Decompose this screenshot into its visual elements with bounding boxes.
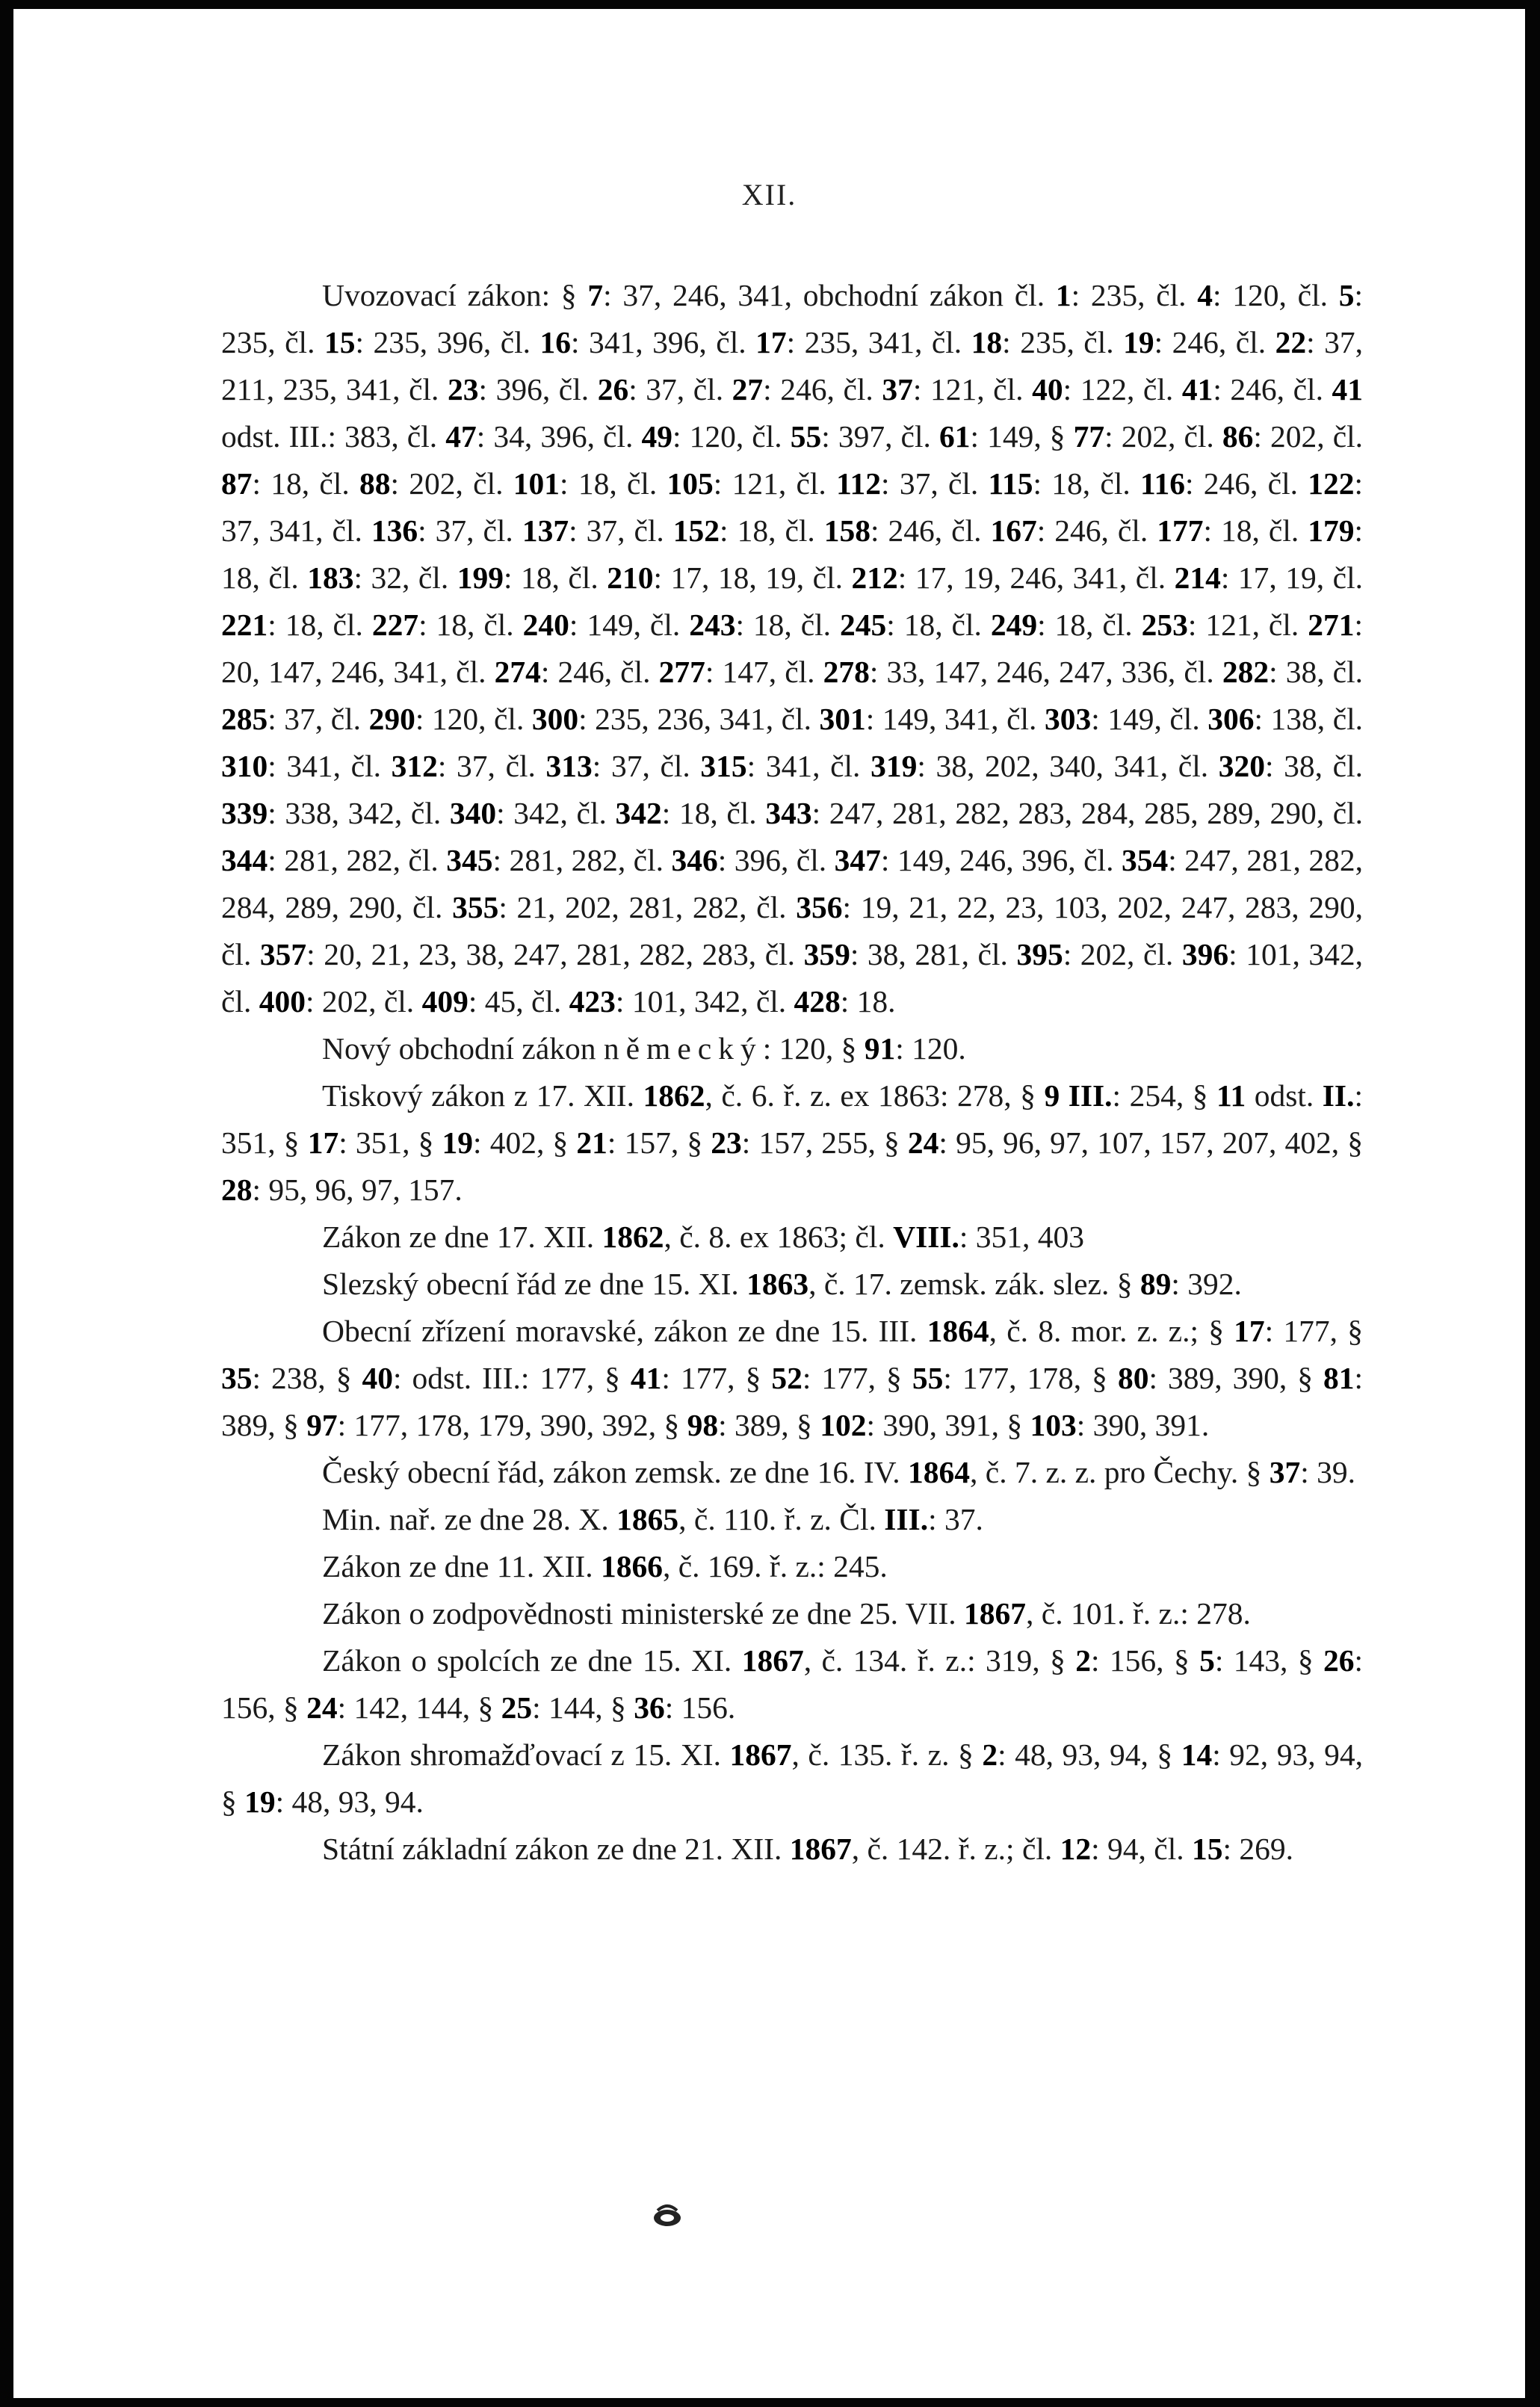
entry-text: : 18, čl. xyxy=(735,608,840,642)
reference-number: 49 xyxy=(641,419,672,454)
entry-text: : 101, 342, čl. xyxy=(221,937,1364,1019)
reference-number: 345 xyxy=(446,843,493,877)
entry-text: : 246, čl. xyxy=(1154,325,1275,359)
reference-number: 19 xyxy=(442,1125,474,1160)
reference-number: 1866 xyxy=(600,1549,663,1583)
reference-number: 41 xyxy=(630,1361,662,1395)
reference-number: 310 xyxy=(221,749,268,783)
entry-text: : 246, čl. xyxy=(1185,466,1308,501)
entry-text: Min. nař. ze dne 28. X. xyxy=(322,1502,617,1536)
entry-text: : 235, čl. xyxy=(1071,278,1198,312)
reference-number: 210 xyxy=(607,560,654,595)
entry-text: : 202, čl. xyxy=(1253,419,1364,454)
entry-text: : 138, čl. xyxy=(1254,702,1364,736)
reference-number: 137 xyxy=(522,513,569,548)
reference-number: 306 xyxy=(1207,702,1255,736)
entry-text: , č. 8. ex 1863; čl. xyxy=(664,1220,894,1254)
index-entry xyxy=(221,1261,1363,1308)
entry-text: , č. 142. ř. z.; čl. xyxy=(851,1832,1060,1866)
reference-number: 14 xyxy=(1181,1737,1213,1772)
entry-text: : 149, 341, čl. xyxy=(865,702,1045,736)
entry-text: : 37. xyxy=(928,1502,983,1536)
reference-number: 249 xyxy=(990,608,1038,642)
reference-number: II. xyxy=(1322,1078,1355,1113)
entry-text: : 38, 202, 340, 341, čl. xyxy=(917,749,1219,783)
entry-text: : 202, čl. xyxy=(390,466,513,501)
entry-text: : 389, 390, § xyxy=(1148,1361,1324,1395)
reference-number: 199 xyxy=(457,560,504,595)
entry-text: : 235, čl. xyxy=(1002,325,1124,359)
entry-text: : 177, 178, 179, 390, 392, § xyxy=(337,1408,687,1442)
reference-number: 282 xyxy=(1222,655,1270,689)
entry-text: : 341, čl. xyxy=(268,749,392,783)
index-entry xyxy=(221,1214,1363,1261)
entry-text: : 18, čl. xyxy=(418,608,523,642)
entry-text: : 120, čl. xyxy=(672,419,791,454)
entry-text: : 396, čl. xyxy=(478,372,598,407)
entry-text: : 235, 396, čl. xyxy=(355,325,540,359)
reference-number: 245 xyxy=(840,608,887,642)
entry-text: : 37, čl. xyxy=(418,513,522,548)
reference-number: 1867 xyxy=(729,1737,792,1772)
reference-number: 17 xyxy=(1234,1314,1265,1348)
entry-text: : 32, čl. xyxy=(353,560,457,595)
entry-text: : 37, čl. xyxy=(881,466,989,501)
reference-number: 423 xyxy=(569,984,616,1019)
entry-text: : 45, čl. xyxy=(468,984,569,1019)
reference-number: 17 xyxy=(755,325,787,359)
reference-number: 21 xyxy=(576,1125,607,1160)
entry-text: : 120. xyxy=(895,1031,966,1066)
reference-number: 240 xyxy=(522,608,569,642)
printer-ornament-icon xyxy=(649,2200,686,2230)
entry-text: : 281, 282, čl. xyxy=(492,843,672,877)
entry-text: : 18, čl. xyxy=(1033,466,1141,501)
index-entry xyxy=(221,1496,1363,1543)
reference-number: 2 xyxy=(1075,1643,1091,1678)
reference-number: 5 xyxy=(1338,278,1355,312)
entry-text: : 254, § xyxy=(1112,1078,1216,1113)
reference-number: 115 xyxy=(988,466,1033,501)
entry-text: : 17, 19, 246, 341, čl. xyxy=(897,560,1175,595)
entry-text: : 121, čl. xyxy=(713,466,837,501)
entry-text: : 156, § xyxy=(221,1643,1364,1725)
entry-text: Zákon o zodpovědnosti ministerské ze dne 25. VII. xyxy=(322,1596,965,1631)
entry-text: Zákon ze dne 17. XII. xyxy=(322,1220,602,1254)
reference-number: 40 xyxy=(362,1361,393,1395)
reference-number: 22 xyxy=(1275,325,1307,359)
entry-text: : 33, 147, 246, 247, 336, čl. xyxy=(869,655,1222,689)
entry-text: : 351, § xyxy=(338,1125,442,1160)
reference-number: 9 III. xyxy=(1044,1078,1113,1113)
reference-number: 97 xyxy=(306,1408,338,1442)
entry-text: : 397, čl. xyxy=(821,419,939,454)
reference-number: 55 xyxy=(912,1361,944,1395)
entry-text: : 37, čl. xyxy=(628,372,732,407)
index-entry xyxy=(221,1072,1363,1214)
entry-text: : 38, 281, čl. xyxy=(850,937,1017,971)
reference-number: 23 xyxy=(447,372,479,407)
entry-text: Zákon shromažďovací z 15. XI. xyxy=(322,1737,730,1772)
reference-number: 86 xyxy=(1222,419,1254,454)
entry-text: : 342, čl. xyxy=(496,796,616,830)
index-entry xyxy=(221,1731,1363,1826)
reference-number: 290 xyxy=(368,702,415,736)
reference-number: 278 xyxy=(823,655,870,689)
reference-number: 91 xyxy=(864,1031,896,1066)
entry-text: : 37, 211, 235, 341, čl. xyxy=(221,325,1364,407)
entry-text: odst. III.: 383, čl. xyxy=(221,419,446,454)
entry-text: , č. 110. ř. z. Čl. xyxy=(678,1502,885,1536)
entry-text: : 235, 236, 341, čl. xyxy=(578,702,820,736)
reference-number: 105 xyxy=(667,466,714,501)
reference-number: 2 xyxy=(982,1737,998,1772)
entry-text: , č. 8. mor. z. z.; § xyxy=(989,1314,1234,1348)
reference-number: 40 xyxy=(1032,372,1063,407)
entry-text: Obecní zřízení moravské, zákon ze dne 15. III. xyxy=(322,1314,927,1348)
entry-text: : 202, čl. xyxy=(1063,937,1182,971)
entry-text: : 177, 178, § xyxy=(943,1361,1118,1395)
entry-text: : 177, § xyxy=(1264,1314,1363,1348)
reference-number: 41 xyxy=(1332,372,1364,407)
entry-text: : 18, čl. xyxy=(221,513,1364,595)
reference-number: 55 xyxy=(790,419,822,454)
reference-number: 396 xyxy=(1181,937,1229,971)
entry-text: : 147, čl. xyxy=(705,655,823,689)
reference-number: 17 xyxy=(307,1125,339,1160)
reference-number: 274 xyxy=(494,655,541,689)
reference-number: III. xyxy=(884,1502,929,1536)
index-entry xyxy=(221,1590,1363,1637)
reference-number: 1867 xyxy=(741,1643,804,1678)
reference-number: 347 xyxy=(834,843,881,877)
entry-text: : 156, § xyxy=(1090,1643,1200,1678)
entry-text: : 142, 144, § xyxy=(337,1690,501,1725)
entry-text: : 246, čl. xyxy=(870,513,991,548)
reference-number: 18 xyxy=(971,325,1003,359)
entry-text: , č. 169. ř. z.: 245. xyxy=(662,1549,888,1583)
reference-number: 301 xyxy=(819,702,866,736)
entry-text: : 18, čl. xyxy=(268,608,372,642)
reference-number: 112 xyxy=(836,466,882,501)
entry-text: : 95, 96, 97, 157. xyxy=(252,1172,463,1207)
entry-text: Tiskový zákon z 17. XII. xyxy=(322,1078,643,1113)
entry-text: : 120, čl. xyxy=(1213,278,1339,312)
entry-text: : 37, čl. xyxy=(592,749,701,783)
entry-text: : 149, čl. xyxy=(569,608,690,642)
reference-number: 25 xyxy=(501,1690,533,1725)
entry-text: : 18, čl. xyxy=(720,513,824,548)
entry-text: : 48, 93, 94, § xyxy=(998,1737,1181,1772)
entry-text: , č. 134. ř. z.: 319, § xyxy=(803,1643,1076,1678)
entry-text: : 95, 96, 97, 107, 157, 207, 402, § xyxy=(938,1125,1364,1160)
index-entry xyxy=(221,1025,1363,1072)
reference-number: 343 xyxy=(765,796,812,830)
entry-text: : 20, 147, 246, 341, čl. xyxy=(221,608,1363,689)
entry-text: : 121, čl. xyxy=(1187,608,1308,642)
reference-number: 214 xyxy=(1174,560,1221,595)
entry-text: : 247, 281, 282, 283, 284, 285, 289, 290, čl. xyxy=(811,796,1364,830)
reference-number: 24 xyxy=(306,1690,338,1725)
reference-number: 179 xyxy=(1308,513,1355,548)
reference-number: 19 xyxy=(1123,325,1154,359)
entry-text: : 269. xyxy=(1222,1832,1294,1866)
reference-number: 1862 xyxy=(602,1220,664,1254)
entry-text: : 21, 202, 281, 282, čl. xyxy=(498,890,797,924)
reference-number: 212 xyxy=(851,560,898,595)
entry-text: : 19, 21, 22, 23, 103, 202, 247, 283, 290, čl. xyxy=(221,890,1364,971)
reference-number: 221 xyxy=(221,608,268,642)
reference-number: 81 xyxy=(1323,1361,1355,1395)
reference-number: 35 xyxy=(221,1361,253,1395)
entry-text: : 341, 396, čl. xyxy=(571,325,756,359)
entry-text: : 246, čl. xyxy=(763,372,882,407)
entry-text: : 17, 18, 19, čl. xyxy=(653,560,852,595)
entry-text: : 338, 342, čl. xyxy=(268,796,450,830)
entry-text: : 38, čl. xyxy=(1264,749,1363,783)
reference-number: 409 xyxy=(421,984,469,1019)
reference-number: 428 xyxy=(794,984,841,1019)
reference-number: 340 xyxy=(449,796,497,830)
entry-text: Zákon ze dne 11. XII. xyxy=(322,1549,601,1583)
reference-number: 26 xyxy=(597,372,629,407)
reference-number: 7 xyxy=(587,278,604,312)
reference-number: 253 xyxy=(1141,608,1188,642)
entry-text: : 149, § xyxy=(970,419,1074,454)
entry-text: : 37, čl. xyxy=(569,513,673,548)
entry-text: : 37, čl. xyxy=(268,702,369,736)
entry-text: : 247, 281, 282, 284, 289, 290, čl. xyxy=(221,843,1363,924)
entry-text: , č. 135. ř. z. § xyxy=(791,1737,983,1772)
reference-number: 227 xyxy=(371,608,419,642)
reference-number: 183 xyxy=(307,560,354,595)
entry-text: : 39. xyxy=(1300,1455,1355,1489)
reference-number: 346 xyxy=(671,843,718,877)
entry-text: : 156. xyxy=(664,1690,736,1725)
entry-text: , č. 6. ř. z. ex 1863: 278, § xyxy=(705,1078,1045,1113)
reference-number: 271 xyxy=(1308,608,1355,642)
reference-number: 1867 xyxy=(789,1832,852,1866)
reference-number: 395 xyxy=(1016,937,1063,971)
entry-text: : 238, § xyxy=(252,1361,362,1395)
reference-number: 27 xyxy=(732,372,764,407)
index-entry xyxy=(221,1826,1363,1873)
entry-text: : 120, čl. xyxy=(415,702,532,736)
reference-number: 4 xyxy=(1197,278,1213,312)
index-entry xyxy=(221,1308,1363,1449)
reference-number: 12 xyxy=(1060,1832,1092,1866)
reference-number: 319 xyxy=(870,749,918,783)
entry-text: : 157, 255, § xyxy=(741,1125,908,1160)
entry-text: : 389, § xyxy=(718,1408,820,1442)
entry-text: : 202, čl. xyxy=(1104,419,1222,454)
reference-number: 89 xyxy=(1139,1267,1172,1301)
index-entry xyxy=(221,1543,1363,1590)
entry-text: : 246, čl. xyxy=(1213,372,1332,407)
entry-text: : 144, § xyxy=(532,1690,634,1725)
entry-text: Slezský obecní řád ze dne 15. XI. xyxy=(322,1267,747,1301)
entry-text: : 392. xyxy=(1171,1267,1242,1301)
reference-number: 344 xyxy=(221,843,268,877)
entry-text: : 38, čl. xyxy=(1269,655,1364,689)
entry-text: : 149, čl. xyxy=(1091,702,1208,736)
entry-text: : 389, § xyxy=(221,1361,1364,1442)
entry-text: Uvozovací zákon: § xyxy=(322,278,588,312)
reference-number: 354 xyxy=(1121,843,1169,877)
entry-text: : 246, čl. xyxy=(1036,513,1157,548)
reference-number: 355 xyxy=(452,890,499,924)
reference-number: 37 xyxy=(882,372,913,407)
reference-number: 300 xyxy=(531,702,579,736)
reference-number: 342 xyxy=(615,796,662,830)
entry-text: Zákon o spolcích ze dne 15. XI. xyxy=(322,1643,742,1678)
reference-number: 77 xyxy=(1073,419,1105,454)
entry-text: : 92, 93, 94, § xyxy=(221,1737,1363,1819)
reference-number: 1863 xyxy=(746,1267,809,1301)
entry-text: : 281, 282, čl. xyxy=(268,843,447,877)
page-number: XII. xyxy=(741,178,797,211)
reference-number: 24 xyxy=(907,1125,939,1160)
reference-number: 167 xyxy=(990,513,1037,548)
reference-number: 19 xyxy=(244,1785,276,1819)
reference-number: 285 xyxy=(221,702,268,736)
entry-text: : 18, čl. xyxy=(1037,608,1142,642)
entry-text: : 18, čl. xyxy=(1203,513,1308,548)
entry-text: : 177, § xyxy=(661,1361,772,1395)
reference-number: 1864 xyxy=(908,1455,971,1489)
entry-text: : 390, 391, § xyxy=(866,1408,1030,1442)
reference-number: 356 xyxy=(796,890,843,924)
reference-number: 315 xyxy=(700,749,747,783)
reference-number: 11 xyxy=(1216,1078,1246,1113)
reference-number: 400 xyxy=(259,984,306,1019)
reference-number: 313 xyxy=(545,749,593,783)
entry-text: : 18, čl. xyxy=(661,796,766,830)
entry-text: : 17, 19, čl. xyxy=(1220,560,1363,595)
entry-text: : 37, čl. xyxy=(437,749,546,783)
entry-text: Nový obchodní zákon xyxy=(322,1031,604,1066)
entry-text: : 143, § xyxy=(1214,1643,1323,1678)
reference-number: 320 xyxy=(1218,749,1265,783)
reference-number: 5 xyxy=(1199,1643,1215,1678)
spaced-emphasis: německý xyxy=(603,1031,763,1066)
reference-number: 47 xyxy=(445,419,477,454)
entry-text: odst. xyxy=(1246,1078,1323,1113)
entry-text: : 18, čl. xyxy=(886,608,991,642)
reference-number: 36 xyxy=(634,1690,665,1725)
entry-text: : 235, 341, čl. xyxy=(786,325,971,359)
reference-number: 16 xyxy=(539,325,572,359)
entry-text: : 94, čl. xyxy=(1091,1832,1192,1866)
entry-text: : 120, § xyxy=(762,1031,865,1066)
entry-text: , č. 7. z. z. pro Čechy. § xyxy=(970,1455,1270,1489)
index-entry xyxy=(221,272,1363,1025)
entry-text: : 122, čl. xyxy=(1063,372,1182,407)
entry-text: : 402, § xyxy=(473,1125,577,1160)
reference-number: 1865 xyxy=(616,1502,679,1536)
reference-number: 158 xyxy=(823,513,871,548)
reference-number: 243 xyxy=(689,608,736,642)
entry-text: : 20, 21, 23, 38, 247, 281, 282, 283, čl. xyxy=(306,937,804,971)
reference-number: 1864 xyxy=(927,1314,989,1348)
entry-text: : 18, čl. xyxy=(560,466,667,501)
entry-text: : 202, čl. xyxy=(305,984,422,1019)
entry-text: : 149, 246, 396, čl. xyxy=(880,843,1122,877)
reference-number: 61 xyxy=(938,419,971,454)
entry-text: , č. 17. zemsk. zák. slez. § xyxy=(808,1267,1140,1301)
entry-text: : 37, 341, čl. xyxy=(221,466,1364,548)
reference-number: 41 xyxy=(1181,372,1213,407)
entry-text: : 101, 342, čl. xyxy=(615,984,794,1019)
reference-number: 102 xyxy=(820,1408,867,1442)
reference-number: 1862 xyxy=(643,1078,705,1113)
entry-text: : 18, čl. xyxy=(503,560,607,595)
index-entry xyxy=(221,1449,1363,1496)
reference-number: 103 xyxy=(1030,1408,1077,1442)
entry-text: : 157, § xyxy=(607,1125,711,1160)
entry-text: : odst. III.: 177, § xyxy=(392,1361,631,1395)
reference-number: 136 xyxy=(371,513,418,548)
entry-text: : 34, 396, čl. xyxy=(476,419,642,454)
reference-number: 88 xyxy=(359,466,391,501)
reference-number: 339 xyxy=(221,796,268,830)
entry-text: : 235, čl. xyxy=(221,278,1363,359)
reference-number: 87 xyxy=(221,466,253,501)
index-entry xyxy=(221,1637,1363,1731)
reference-number: 23 xyxy=(711,1125,742,1160)
reference-number: 15 xyxy=(1192,1832,1223,1866)
entry-text: : 177, § xyxy=(802,1361,912,1395)
entry-text: : 390, 391. xyxy=(1076,1408,1210,1442)
reference-number: 312 xyxy=(391,749,438,783)
reference-number: 1 xyxy=(1055,278,1071,312)
entry-text: Český obecní řád, zákon zemsk. ze dne 16. IV. xyxy=(322,1455,909,1489)
reference-number: 15 xyxy=(324,325,356,359)
entry-text: : 351, § xyxy=(221,1078,1363,1160)
reference-number: 101 xyxy=(513,466,560,501)
entry-text: : 121, čl. xyxy=(912,372,1033,407)
reference-number: VIII. xyxy=(893,1220,959,1254)
reference-number: 98 xyxy=(687,1408,719,1442)
entry-text: Státní základní zákon ze dne 21. XII. xyxy=(322,1832,790,1866)
entry-text: : 396, čl. xyxy=(717,843,835,877)
index-text-block xyxy=(221,272,1363,1873)
reference-number: 177 xyxy=(1157,513,1204,548)
entry-text: : 341, čl. xyxy=(746,749,871,783)
reference-number: 277 xyxy=(658,655,705,689)
entry-text: : 48, 93, 94. xyxy=(275,1785,424,1819)
reference-number: 303 xyxy=(1044,702,1092,736)
reference-number: 26 xyxy=(1323,1643,1355,1678)
entry-text: : 37, 246, 341, obchodní zákon čl. xyxy=(603,278,1056,312)
reference-number: 152 xyxy=(672,513,720,548)
reference-number: 357 xyxy=(259,937,307,971)
entry-text: : 351, 403 xyxy=(959,1220,1085,1254)
reference-number: 359 xyxy=(803,937,850,971)
entry-text: , č. 101. ř. z.: 278. xyxy=(1026,1596,1251,1631)
reference-number: 1867 xyxy=(964,1596,1027,1631)
entry-text: : 18, čl. xyxy=(252,466,360,501)
reference-number: 28 xyxy=(221,1172,253,1207)
entry-text: : 246, čl. xyxy=(540,655,659,689)
entry-text: : 18. xyxy=(840,984,896,1019)
reference-number: 80 xyxy=(1117,1361,1149,1395)
reference-number: 122 xyxy=(1308,466,1355,501)
reference-number: 116 xyxy=(1140,466,1185,501)
reference-number: 52 xyxy=(771,1361,803,1395)
reference-number: 37 xyxy=(1269,1455,1301,1489)
